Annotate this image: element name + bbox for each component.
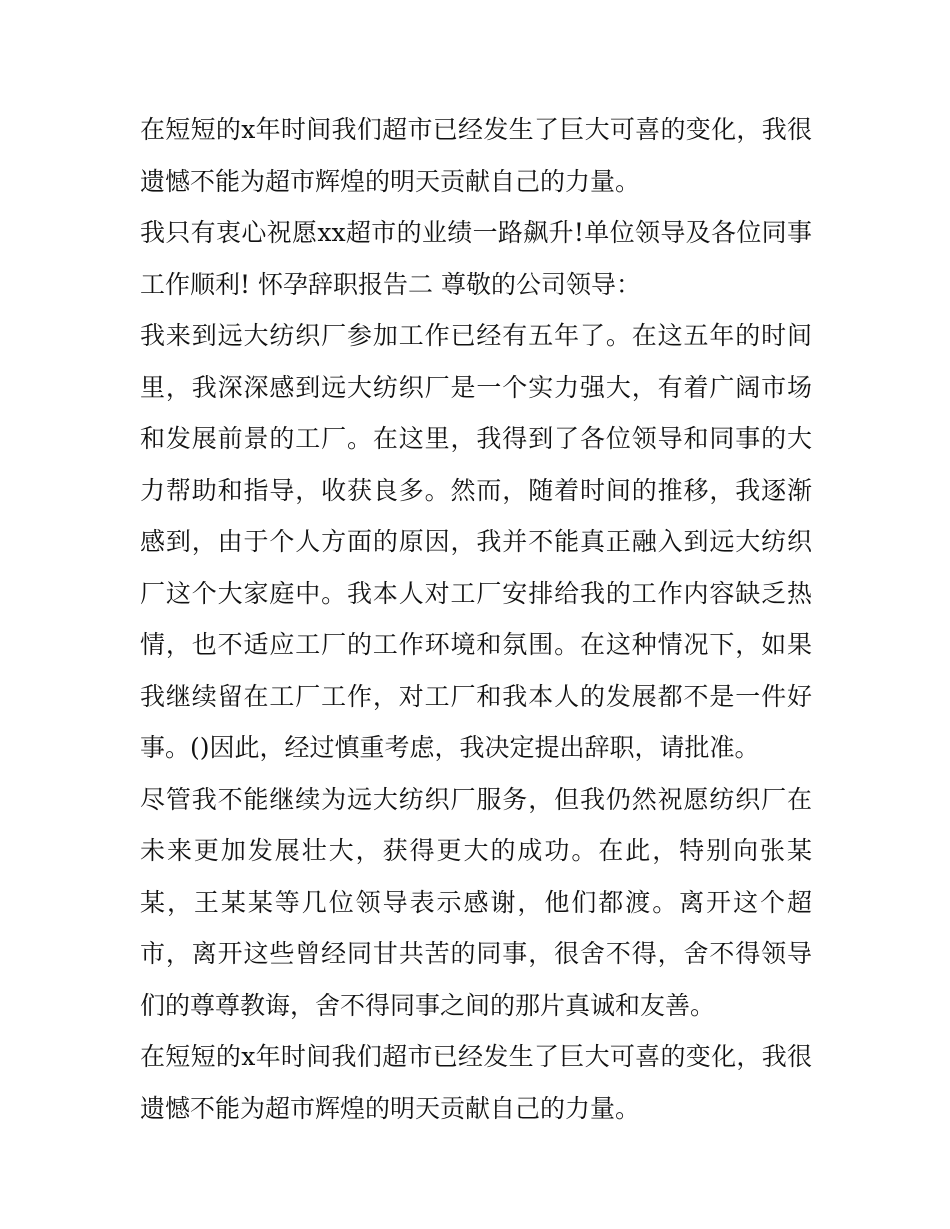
paragraph-4: 尽管我不能继续为远大纺织厂服务，但我仍然祝愿纺织厂在未来更加发展壮大，获得更大的成功。在此，特别向张某某，王某某等几位领导表示感谢，他们都渡。离开这个超市，离开这些曾经同甘共苦的同事，很舍不得，舍不得领导们的尊尊教诲，舍不得同事之间的那片真诚和友善。 — [140, 784, 812, 1020]
paragraph-5: 在短短的x年时间我们超市已经发生了巨大可喜的变化，我很遗憾不能为超市辉煌的明天贡献自己的力量。 — [140, 1042, 812, 1123]
paragraph-2: 我只有衷心祝愿xx超市的业绩一路飙升!单位领导及各位同事工作顺利! 怀孕辞职报告二 尊敬的公司领导： — [140, 218, 812, 299]
document-body — [140, 104, 812, 1134]
paragraph-3: 我来到远大纺织厂参加工作已经有五年了。在这五年的时间里，我深深感到远大纺织厂是一个实力强大，有着广阔市场和发展前景的工厂。在这里，我得到了各位领导和同事的大力帮助和指导，收获良多。然而，随着时间的推移，我逐渐感到，由于个人方面的原因，我并不能真正融入到远大纺织厂这个大家庭中。我本人对工厂安排给我的工作内容缺乏热情，也不适应工厂的工作环境和氛围。在这种情况下，如果我继续留在工厂工作，对工厂和我本人的发展都不是一件好事。()因此，经过慎重考虑，我决定提出辞职，请批准。 — [140, 321, 812, 762]
paragraph-1: 在短短的x年时间我们超市已经发生了巨大可喜的变化，我很遗憾不能为超市辉煌的明天贡献自己的力量。 — [140, 115, 812, 196]
